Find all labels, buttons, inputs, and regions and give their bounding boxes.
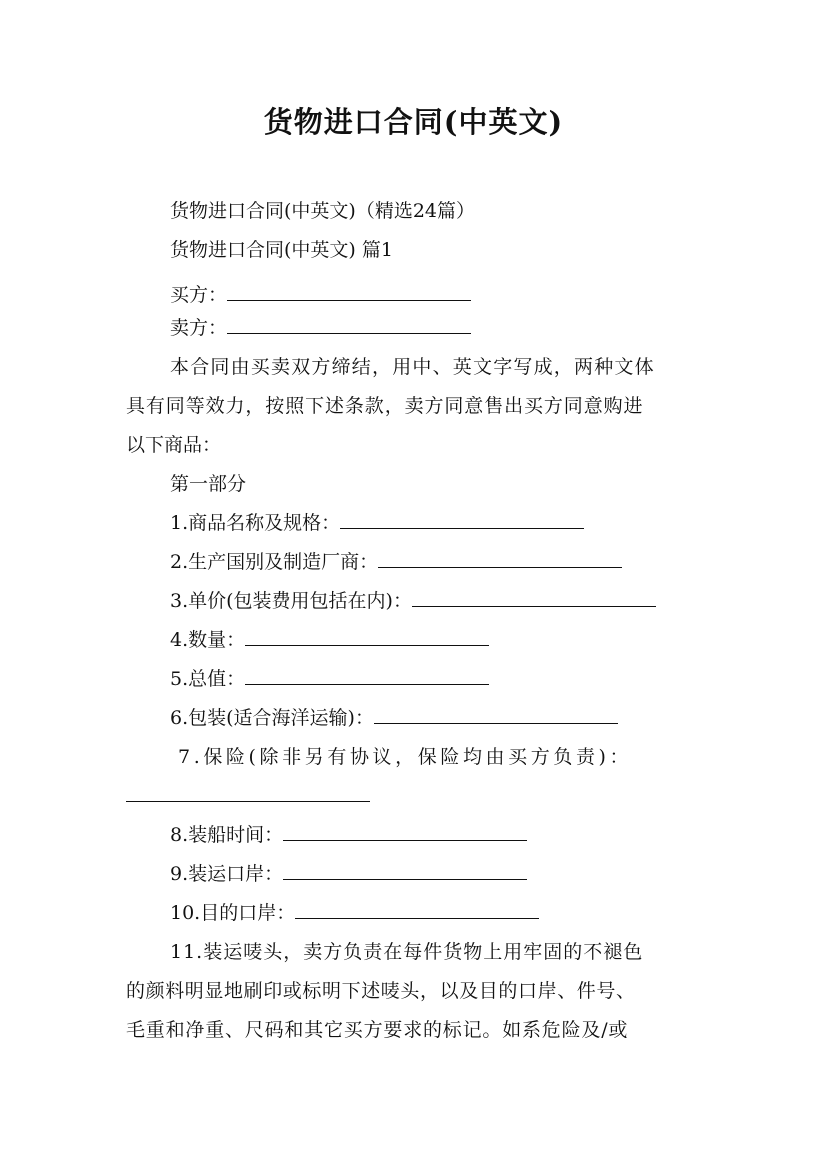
item-9: [170, 862, 527, 886]
item-5-blank: [245, 667, 489, 685]
item-7: 7.保险(除非另有协议，保险均由买方负责)：: [178, 746, 633, 768]
intro-line-3: 以下商品：: [126, 434, 222, 456]
buyer-label: 买方：: [170, 284, 228, 306]
item-6-blank: [374, 706, 618, 724]
document-subtitle: 货物进口合同(中英文)（精选24篇）: [170, 200, 476, 222]
item-11-line-2: 的颜料明显地刷印或标明下述唛头，以及目的口岸、件号、: [126, 980, 636, 1002]
item-6-label: 6.包装(适合海洋运输)：: [170, 707, 374, 729]
item-11-line-1: 11.装运唛头，卖方负责在每件货物上用牢固的不褪色: [170, 941, 644, 963]
document-title: 货物进口合同(中英文): [263, 105, 564, 139]
item-3: [170, 589, 656, 613]
item-5: [170, 667, 489, 691]
item-10-blank: [295, 901, 539, 919]
item-3-blank: [412, 589, 656, 607]
item-3-label: 3.单价(包装费用包括在内)：: [170, 590, 412, 612]
item-8-label: 8.装船时间：: [170, 824, 284, 846]
item-1-blank: [340, 511, 584, 529]
item-7-blank: [126, 784, 370, 802]
item-8-blank: [283, 823, 527, 841]
item-1: [170, 511, 584, 535]
item-7-blank-line: [126, 784, 370, 808]
item-2-label: 2.生产国别及制造厂商：: [170, 551, 379, 573]
seller-line: [170, 316, 471, 340]
item-8: [170, 823, 527, 847]
seller-blank: [227, 316, 471, 334]
item-5-label: 5.总值：: [170, 668, 246, 690]
item-10: [170, 901, 539, 925]
item-9-label: 9.装运口岸：: [170, 863, 284, 885]
buyer-line: [170, 283, 471, 307]
item-10-label: 10.目的口岸：: [170, 902, 296, 924]
seller-label: 卖方：: [170, 317, 228, 339]
intro-line-2: 具有同等效力，按照下述条款，卖方同意售出买方同意购进: [126, 395, 644, 417]
item-4-blank: [245, 628, 489, 646]
item-2-blank: [378, 550, 622, 568]
part-heading: 第一部分: [170, 473, 247, 495]
item-1-label: 1.商品名称及规格：: [170, 512, 341, 534]
buyer-blank: [227, 283, 471, 301]
item-4-label: 4.数量：: [170, 629, 246, 651]
intro-line-1: 本合同由买卖双方缔结，用中、英文字写成，两种文体: [170, 356, 655, 378]
item-4: [170, 628, 489, 652]
item-6: [170, 706, 618, 730]
section-heading: 货物进口合同(中英文) 篇1: [170, 239, 393, 261]
item-11-line-3: 毛重和净重、尺码和其它买方要求的标记。如系危险及/或: [126, 1019, 629, 1041]
item-9-blank: [283, 862, 527, 880]
item-2: [170, 550, 622, 574]
